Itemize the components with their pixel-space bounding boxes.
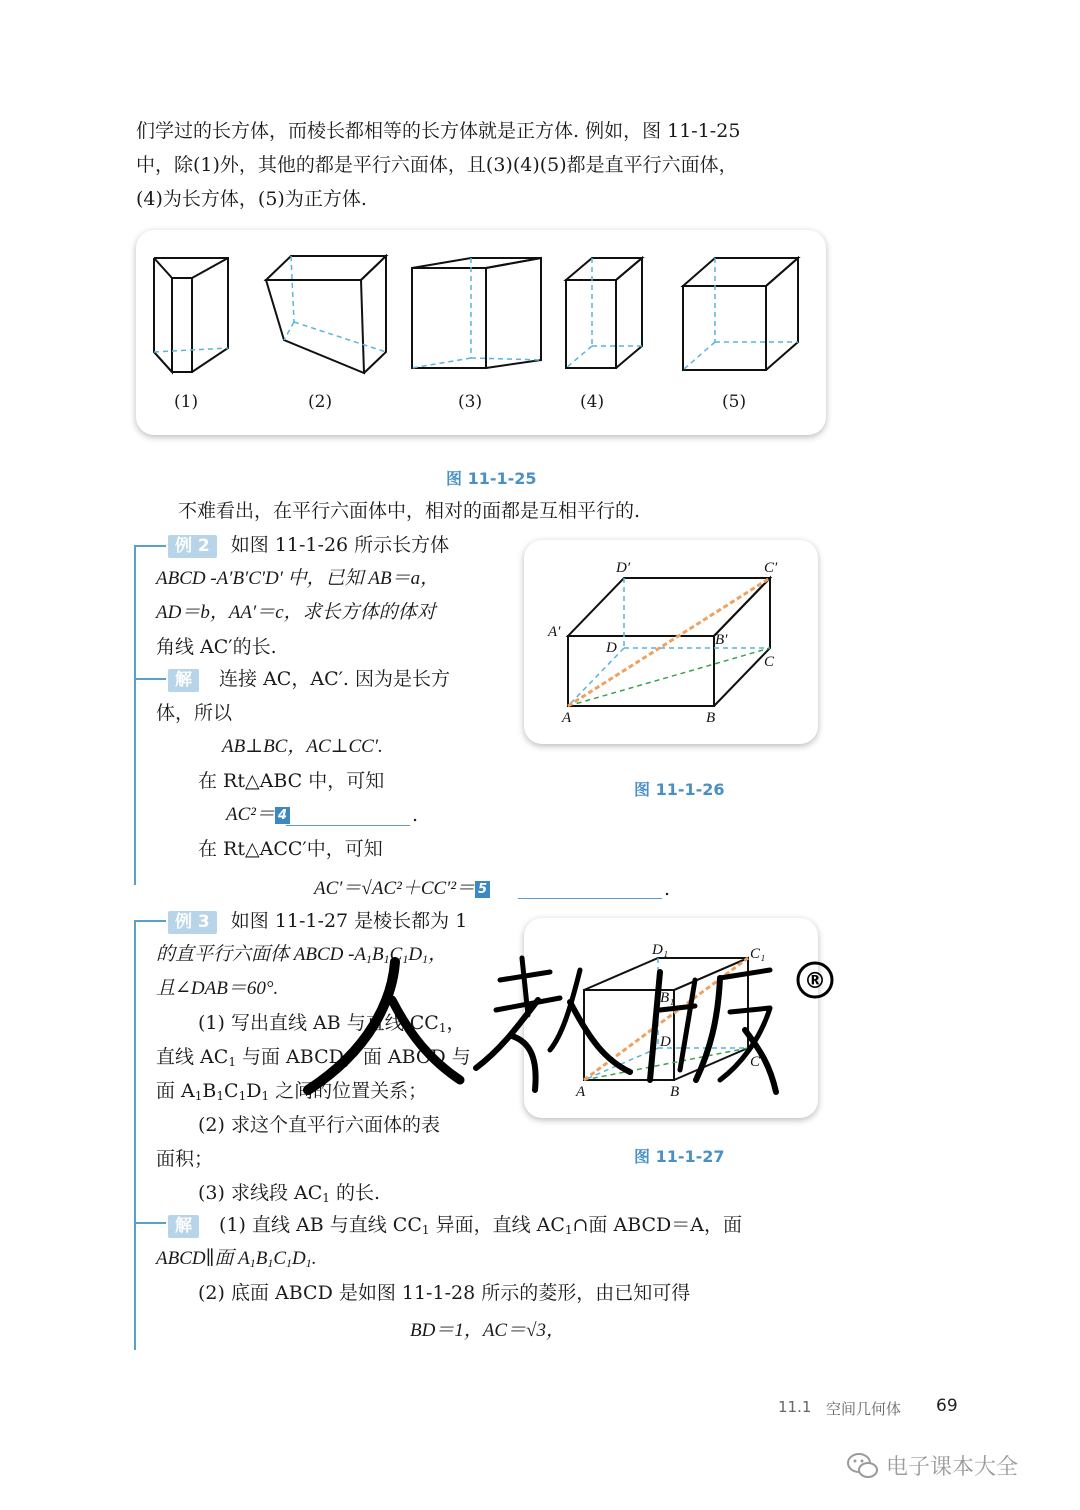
example3-rail bbox=[134, 920, 136, 1350]
cube-5 bbox=[683, 258, 798, 370]
example3-answer-1-cont: ABCD∥面 $A_1B_1C_1D_1$. bbox=[156, 1248, 317, 1270]
example2-rail-tick bbox=[134, 545, 166, 547]
example3-question-1-end: 面 $A_1B_1C_1D_1$ 之间的位置关系； bbox=[156, 1080, 428, 1103]
example3-tag: 例 3 bbox=[168, 911, 217, 934]
example3-question-2-cont: 面积； bbox=[156, 1148, 214, 1170]
figure-11-1-26-drawing bbox=[524, 540, 818, 744]
vertex-C: C bbox=[764, 654, 775, 670]
cuboid-4 bbox=[566, 258, 642, 368]
blank-5-marker: 5 bbox=[475, 881, 490, 898]
vertex-B-prime: B′ bbox=[715, 632, 728, 648]
blank-4-period: . bbox=[412, 804, 419, 826]
publisher-logo-watermark bbox=[300, 940, 860, 1110]
footer-section-number: 11.1 bbox=[778, 1398, 812, 1416]
fig25-label-5: (5) bbox=[722, 392, 747, 412]
figure-11-1-25-caption: 图 11-1-25 bbox=[446, 469, 537, 488]
figure-11-1-25-panel bbox=[136, 230, 826, 435]
example3-line-3: 且∠DAB＝60°. bbox=[156, 978, 279, 999]
prism-1 bbox=[154, 258, 228, 372]
fig25-label-3: (3) bbox=[458, 392, 483, 412]
blank-4-marker: 4 bbox=[275, 807, 290, 824]
vertex-B: B bbox=[706, 710, 716, 726]
fig25-label-2: (2) bbox=[308, 392, 333, 412]
example3-answer-2: (2) 底面 ABCD 是如图 11-1-28 所示的菱形，由已知可得 bbox=[198, 1282, 691, 1304]
example2-solution-line-4: 在 Rt△ABC 中，可知 bbox=[198, 770, 385, 792]
example3-answer-2-formula: BD＝1，AC＝√3， bbox=[410, 1320, 566, 1341]
vertex-C: C bbox=[750, 1054, 761, 1070]
example3-question-1-cont: 直线 $AC_1$ 与面 ABCD，面 ABCD 与 bbox=[156, 1046, 471, 1069]
example3-line-2: 的直平行六面体 ABCD $-A_1B_1C_1D_1$， bbox=[156, 944, 448, 966]
example2-rail bbox=[134, 545, 136, 885]
example3-question-3: (3) 求线段 $AC_1$ 的长. bbox=[198, 1182, 380, 1205]
example3-answer-1: 解 (1) 直线 AB 与直线 $CC_1$ 异面，直线 $AC_1\cap$面 ABCD＝A，面 bbox=[168, 1208, 742, 1247]
page-number: 69 bbox=[936, 1396, 958, 1416]
figure-11-1-26-panel bbox=[524, 540, 818, 744]
vertex-A: A bbox=[576, 1084, 586, 1100]
parallelepiped-2 bbox=[266, 256, 386, 373]
registered-mark: ® bbox=[804, 969, 826, 994]
blank-4-line bbox=[286, 825, 410, 826]
vertex-D: D bbox=[660, 1034, 671, 1050]
footer-section-title: 空间几何体 bbox=[826, 1400, 902, 1418]
intro-line-3: (4)为长方体，(5)为正方体. bbox=[136, 188, 367, 210]
example3-question-1: (1) 写出直线 AB 与直线 $CC_1$， bbox=[198, 1012, 466, 1035]
example2-solution-line-5: AC²＝ bbox=[226, 804, 275, 825]
vertex-C1: C₁ bbox=[750, 946, 766, 962]
example2-solution-tag: 解 bbox=[168, 669, 199, 692]
vertex-A-prime: A′ bbox=[548, 624, 561, 640]
example2-solution-tick bbox=[134, 678, 166, 680]
vertex-A: A bbox=[562, 710, 572, 726]
example3-solution-tick bbox=[134, 1222, 166, 1224]
example2-line-3: AD＝b，AA′＝c，求长方体的体对 bbox=[156, 602, 436, 623]
example2-solution-line-3: AB⊥BC，AC⊥CC′. bbox=[222, 736, 383, 757]
example2-solution-line-1: 连接 AC，AC′. 因为是长方 bbox=[219, 668, 450, 690]
example2-line-4: 角线 AC′的长. bbox=[156, 636, 277, 658]
example2-line-2: ABCD -A′B′C′D′ 中，已知 AB＝a， bbox=[156, 568, 440, 589]
vertex-D1: D₁ bbox=[652, 942, 669, 958]
wechat-icon bbox=[846, 1451, 880, 1481]
blank-5-period: . bbox=[664, 878, 671, 900]
figure-11-1-26-caption: 图 11-1-26 bbox=[634, 780, 725, 799]
example3-line-1: 如图 11-1-27 是棱长都为 1 bbox=[230, 910, 468, 932]
vertex-B1: B₁ bbox=[660, 990, 675, 1006]
vertex-C-prime: C′ bbox=[764, 560, 778, 576]
intro-line-1: 们学过的长方体，而棱长都相等的长方体就是正方体. 例如，图 11-1-25 bbox=[136, 120, 741, 142]
example2-solution-line-6: 在 Rt△ACC′中，可知 bbox=[198, 838, 383, 860]
parallel-note: 不难看出，在平行六面体中，相对的面都是互相平行的. bbox=[178, 500, 641, 522]
vertex-B: B bbox=[670, 1084, 680, 1100]
example3-rail-tick bbox=[134, 920, 166, 922]
example2-solution-line-7: AC′＝√AC²＋CC′²＝ bbox=[314, 878, 476, 899]
fig25-label-1: (1) bbox=[174, 392, 199, 412]
intro-line-2: 中，除(1)外，其他的都是平行六面体，且(3)(4)(5)都是直平行六面体， bbox=[136, 154, 738, 176]
example3-solution-tag: 解 bbox=[168, 1215, 199, 1238]
vertex-D-prime: D′ bbox=[616, 560, 631, 576]
figure-11-1-27-caption: 图 11-1-27 bbox=[634, 1147, 725, 1166]
example3-question-2: (2) 求这个直平行六面体的表 bbox=[198, 1114, 440, 1136]
account-name: 电子课本大全 bbox=[886, 1455, 1019, 1480]
example2-line-1: 如图 11-1-26 所示长方体 bbox=[230, 534, 450, 556]
fig25-label-4: (4) bbox=[580, 392, 605, 412]
vertex-D: D bbox=[606, 640, 617, 656]
example2-tag: 例 2 bbox=[168, 535, 217, 558]
example2-solution-line-2: 体，所以 bbox=[156, 702, 233, 724]
account-watermark bbox=[846, 1450, 1018, 1481]
blank-5-line bbox=[518, 898, 662, 899]
parallelepiped-3 bbox=[412, 258, 541, 368]
